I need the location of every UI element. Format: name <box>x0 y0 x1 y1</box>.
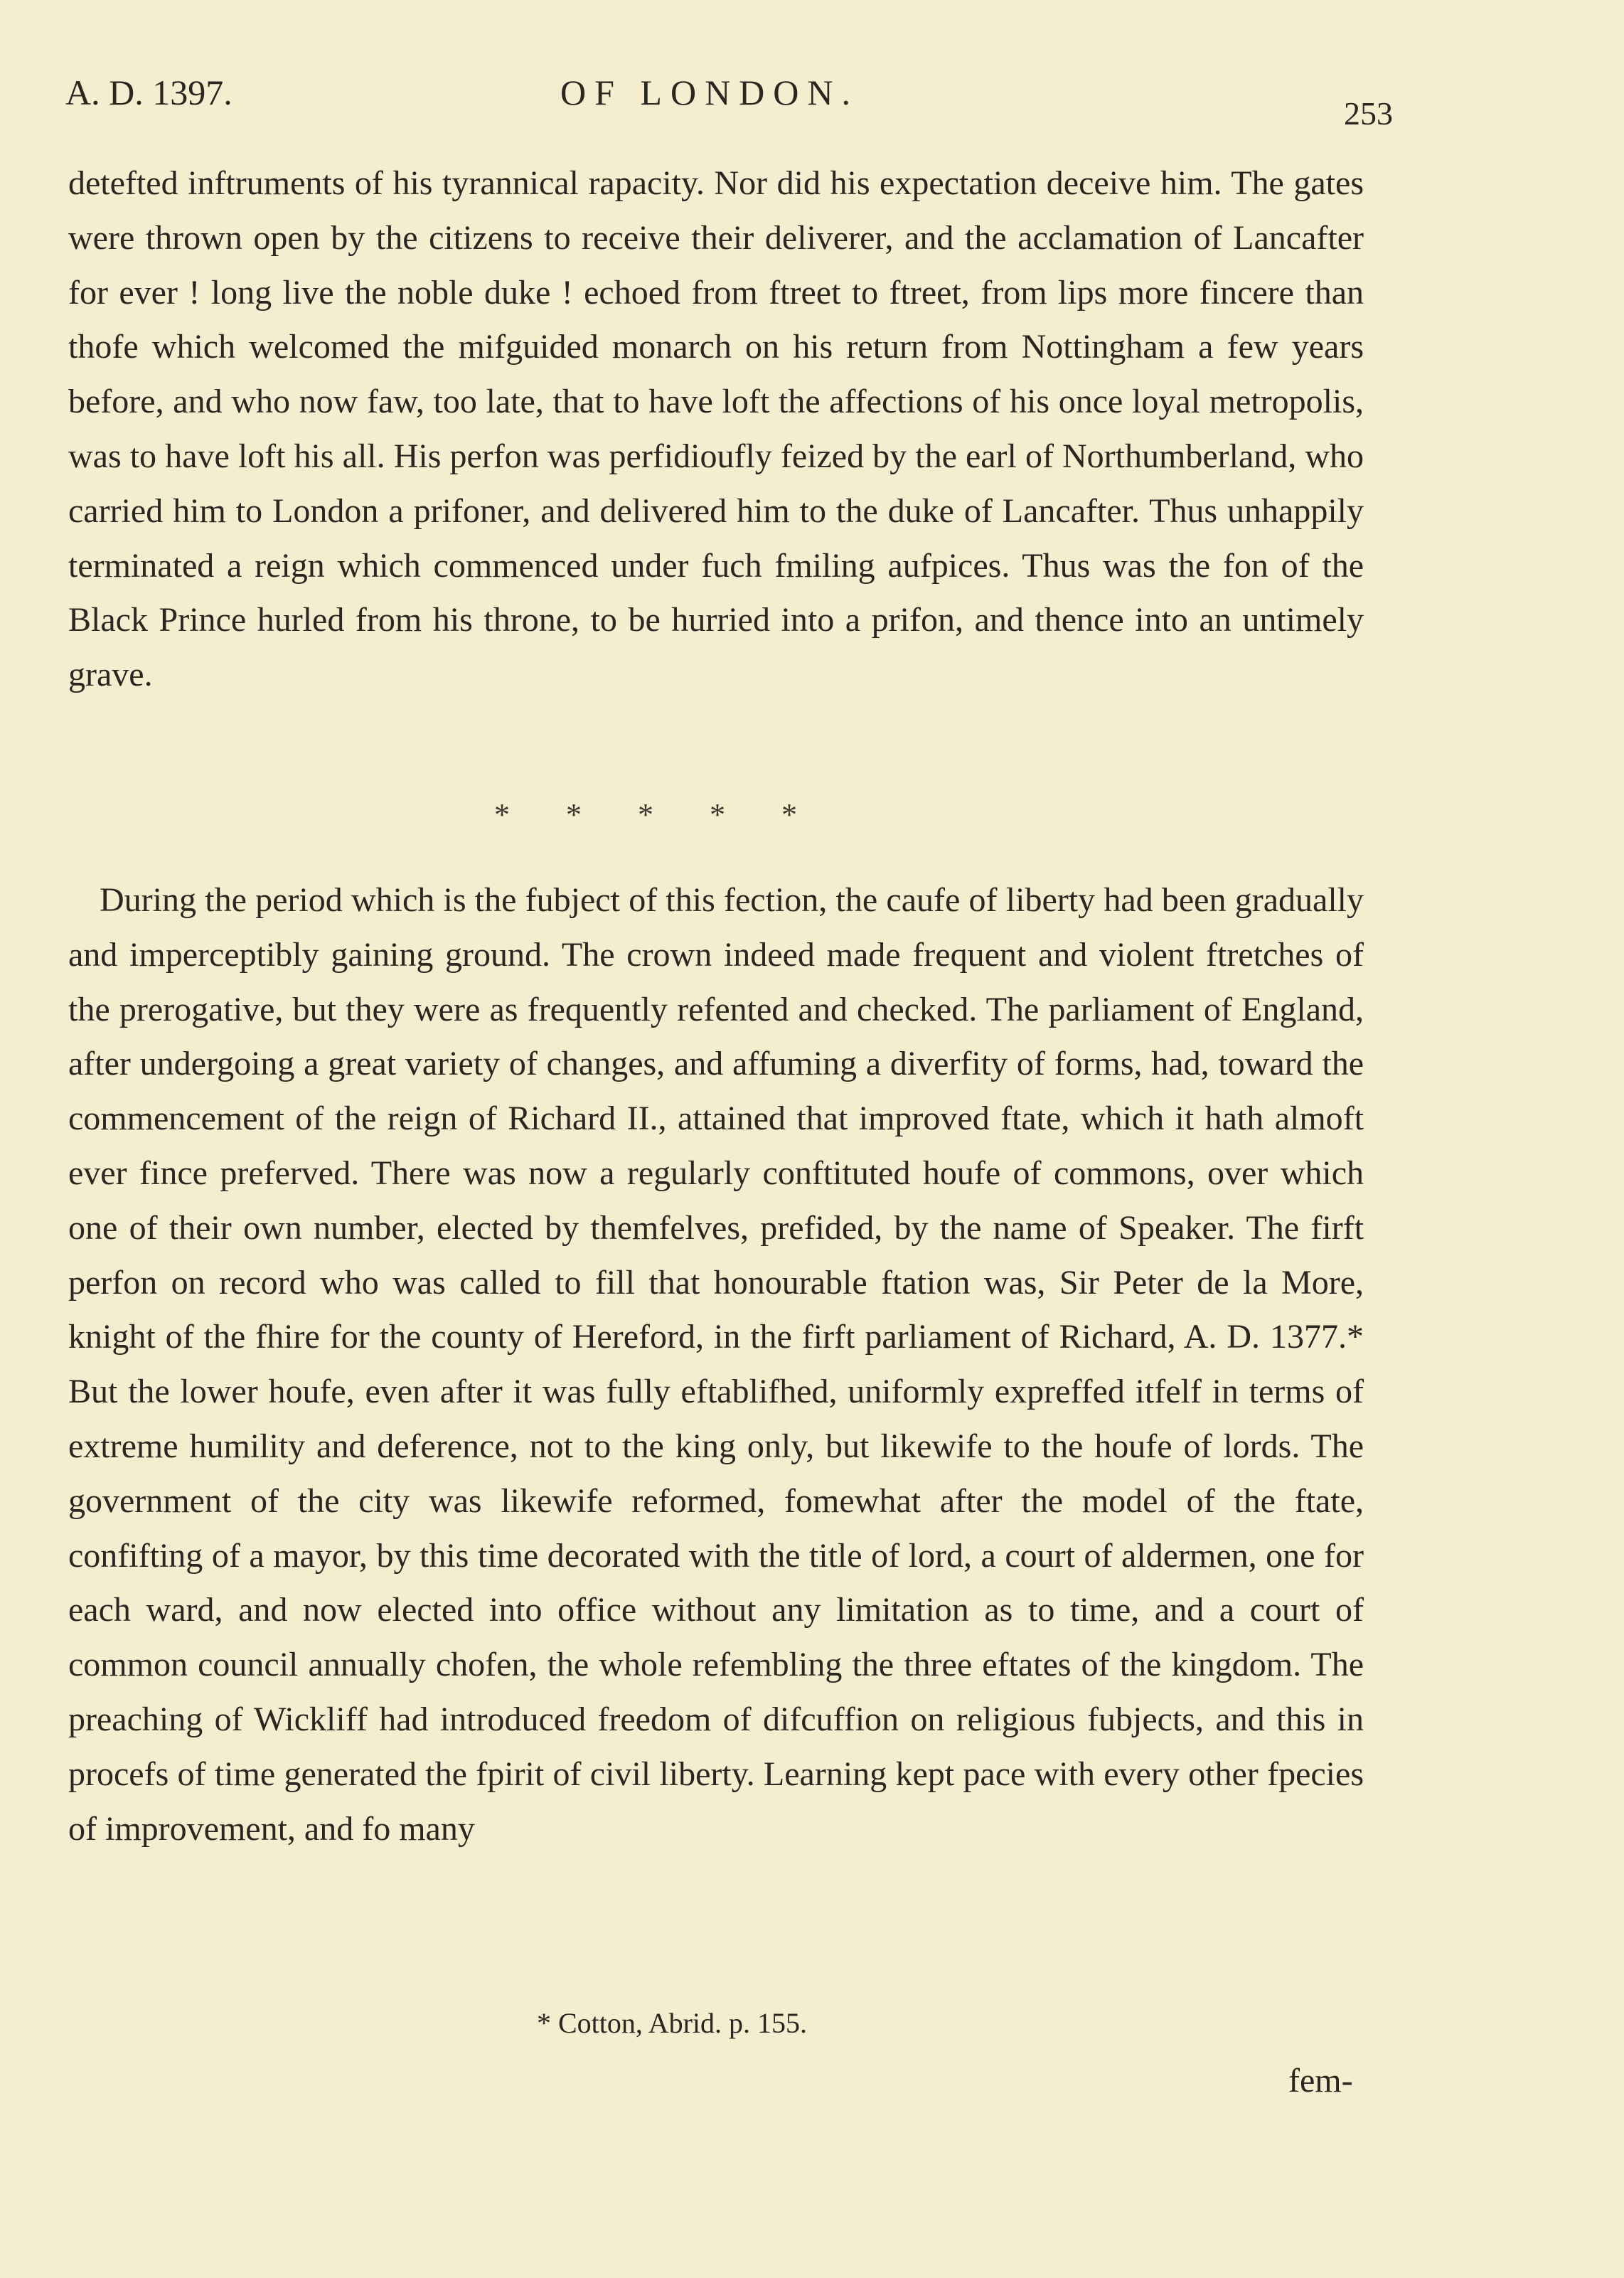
catchword: fem- <box>1288 2062 1353 2099</box>
paragraph-1: detefted inftruments of his tyrannical rapacity. Nor did his expectation deceive him. The gates were thrown open by the citizens to receive their deliverer, and the acclamation of Lancafter for ever ! long live the noble duke ! echoed from ftreet to ftreet, from lips more fincere than thofe which welcomed the mifguided monarch on his return from Nottingham a few years before, and who now faw, too late, that to have loft the affections of his once loyal metropolis, was to have loft his all. His perfon was perfidioufly feized by the earl of Northumberland, who carried him to London a prifoner, and delivered him to the duke of Lancafter. Thus unhappily terminated a reign which commenced under fuch fmiling aufpices. Thus was the fon of the Black Prince hurled from his throne, to be hurried into a prifon, and thence into an untimely grave. <box>68 164 1364 694</box>
section-break-asterisks: * * * * * <box>494 797 797 832</box>
page-number: 253 <box>1344 95 1393 132</box>
running-head-title: OF LONDON. <box>560 73 859 112</box>
footnote: * Cotton, Abrid. p. 155. <box>537 2007 808 2039</box>
paragraph-2: During the period which is the fubject of this fection, the caufe of liberty had been gradually and imperceptibly gaining ground. The crown indeed made frequent and violent ftretches of the prerogative, but they were as frequently refented and checked. The parliament of England, after undergoing a great variety of changes, and affuming a diverfity of forms, had, toward the commencement of the reign of Richard II., attained that improved ftate, which it hath almoft ever fince preferved. There was now a regularly conftituted houfe of commons, over which one of their own number, elected by themfelves, prefided, by the name of Speaker. The firft perfon on record who was called to fill that honourable ftation was, Sir Peter de la More, knight of the fhire for the county of Hereford, in the firft parliament of Richard, A. D. 1377.* But the lower houfe, even after it was fully eftablifhed, uniformly expreffed itfelf in terms of extreme humility and deference, not to the king only, but likewife to the houfe of lords. The government of the city was likewife reformed, fomewhat after the model of the ftate, confifting of a mayor, by this time decorated with the title of lord, a court of aldermen, one for each ward, and now elected into office without any limitation as to time, and a court of common council annually chofen, the whole refembling the three eftates of the kingdom. The preaching of Wickliff had introduced freedom of difcuffion on religious fubjects, and this in procefs of time generated the fpirit of civil liberty. Learning kept pace with every other fpecies of improvement, and fo many <box>68 881 1364 1848</box>
running-head-date: A. D. 1397. <box>65 73 233 112</box>
